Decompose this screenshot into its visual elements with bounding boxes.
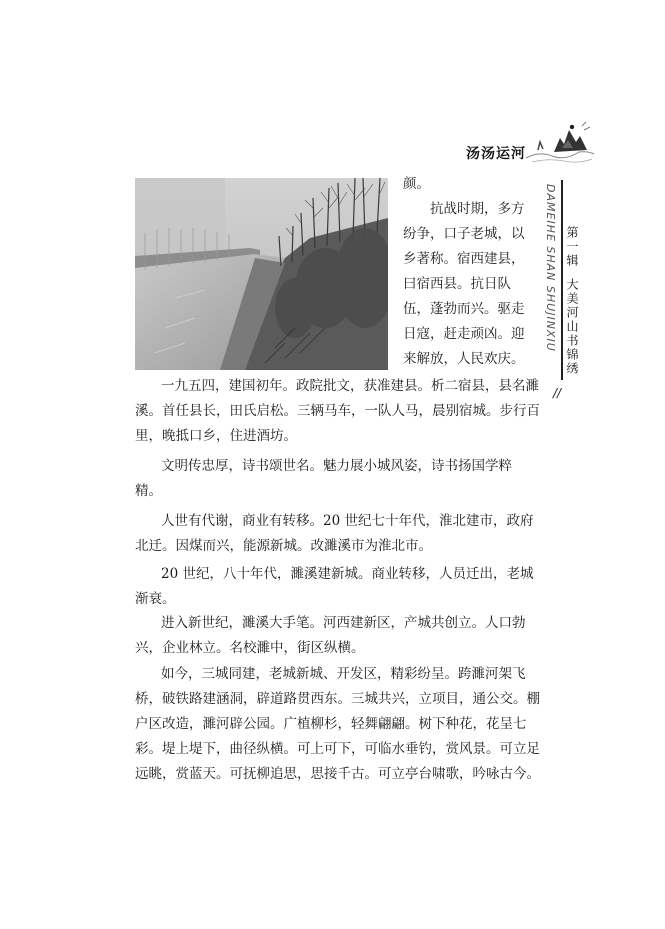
sidebar-rule (561, 180, 563, 380)
canal-bank-photo (135, 178, 388, 370)
text-line: 乡著称。宿西建县， (403, 251, 525, 267)
text-line: 精。 (135, 483, 162, 499)
text-line: 文明传忠厚，诗书颂世名。魅力展小城风姿，诗书扬国学粹 (161, 458, 512, 474)
sidebar-section-label: 大美河山书锦绣 (565, 278, 579, 376)
text-line: 溪。首任县长，田氏启松。三辆马车，一队人马，晨别宿城。步行百 (135, 403, 540, 419)
text-line: 如今，三城同建，老城新城、开发区，精彩纷呈。跨濉河架飞 (161, 666, 526, 682)
sidebar-english-title: DAMEIHE SHAN SHUJINXIU (544, 184, 557, 352)
text-line: 抗战时期，多方 (430, 201, 525, 217)
text-line: 曰宿西县。抗日队 (403, 276, 511, 292)
running-header-title: 汤汤运河 (466, 146, 526, 162)
text-line: 远眺，赏蓝天。可抚柳追思，思接千古。可立亭台啸歌，吟咏古今。 (135, 766, 540, 782)
text-line: 伍，蓬勃而兴。驱走 (403, 301, 525, 317)
sidebar-chapter-label (564, 226, 581, 376)
text-line: 纷争，口子老城，以 (403, 226, 525, 242)
text-line: 人世有代谢，商业有转移。20 世纪七十年代，淮北建市，政府 (161, 513, 534, 529)
text-line: 里，晚抵口乡，住进酒坊。 (135, 428, 297, 444)
text-line: 颜。 (403, 176, 430, 192)
text-line: 户区改造，濉河辟公园。广植柳杉，轻舞翩翩。树下种花，花呈七 (135, 716, 527, 732)
sidebar-mark: // (553, 386, 562, 400)
text-line: 进入新世纪，濉溪大手笔。河西建新区，产城共创立。人口勃 (161, 615, 526, 631)
text-line: 兴，企业林立。名校濉中，街区纵横。 (135, 640, 365, 656)
text-line: 彩。堤上堤下，曲径纵横。可上可下，可临水垂钓，赏风景。可立足 (135, 741, 540, 757)
sidebar-part-label: 第一辑 (565, 226, 579, 268)
ink-landscape-ornament (524, 118, 596, 168)
text-line: 北迁。因煤而兴，能源新城。改濉溪市为淮北市。 (135, 538, 432, 554)
text-line: 桥，破铁路建涵洞，辟道路贯西东。三城共兴，立项目，通公交。棚 (135, 691, 540, 707)
text-line: 20 世纪，八十年代，濉溪建新城。商业转移，人员迁出，老城 (161, 566, 534, 582)
text-line: 一九五四，建国初年。政院批文，获准建县。析二宿县，县名濉 (161, 378, 539, 394)
text-line: 日寇，赶走顽凶。迎 (403, 326, 525, 342)
text-line: 渐衰。 (135, 591, 176, 607)
text-line: 来解放，人民欢庆。 (403, 351, 525, 367)
